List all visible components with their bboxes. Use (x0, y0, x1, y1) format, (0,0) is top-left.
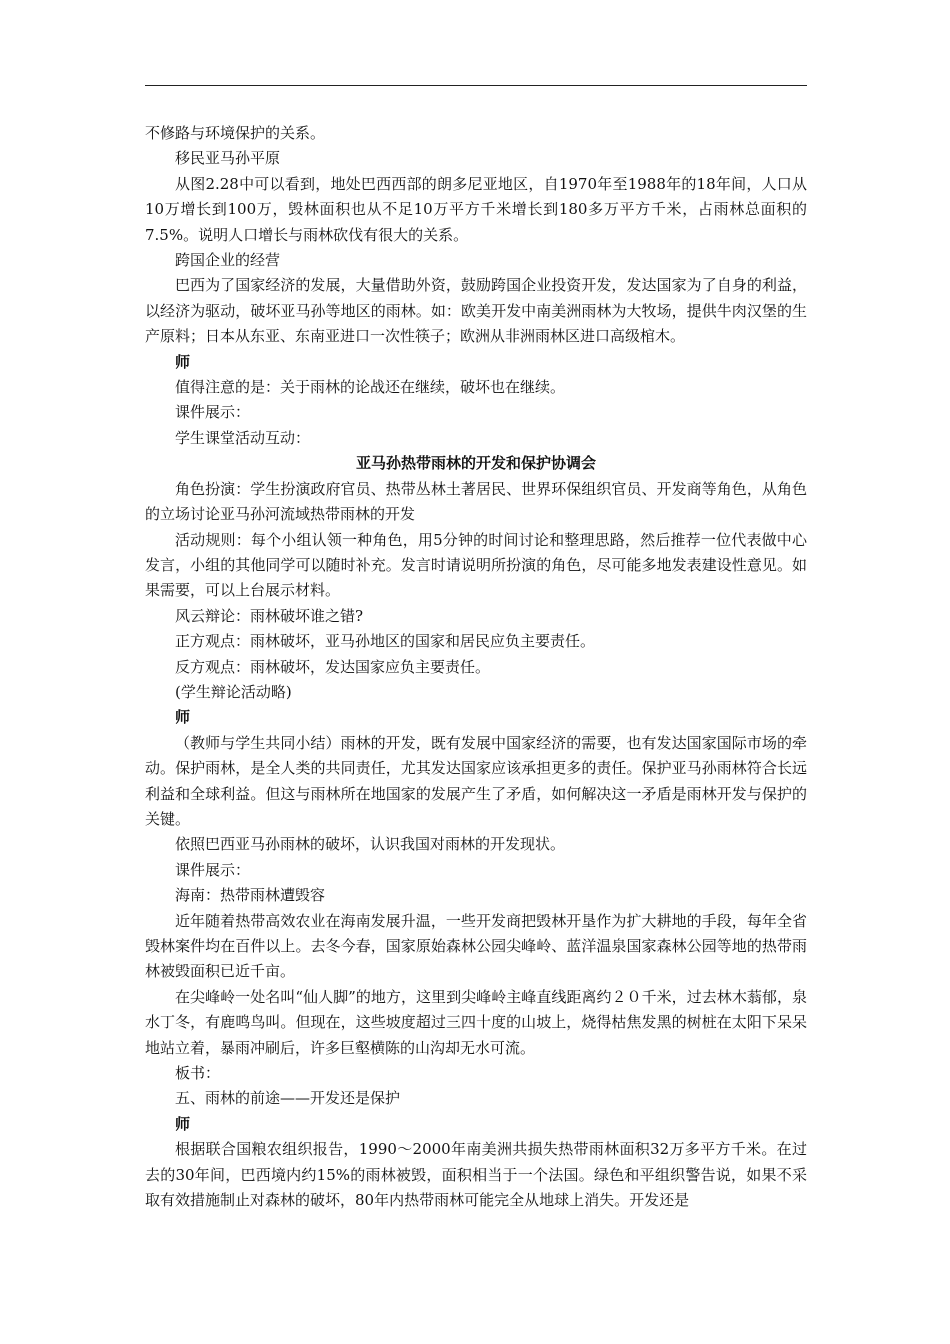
section-heading-five: 五、雨林的前途——开发还是保护 (175, 1089, 401, 1108)
paragraph-summary: （教师与学生共同小结）雨林的开发，既有发展中国家经济的需要，也有发达国家国际市场的牵动。保护雨林，是全人类的共同责任，尤其发达国家应该承担更多的责任。保护亚马孙雨林符合长远利益和全球利益。但这与雨林所在地国家的发展产生了矛盾，如何解决这一矛盾是雨林开发与保护的关键。 (145, 733, 807, 828)
paragraph-continuation: 不修路与环境保护的关系。 (145, 124, 326, 142)
subheading-multinational: 跨国企业的经营 (175, 251, 281, 270)
paragraph-multinational: 巴西为了国家经济的发展，大量借助外资，鼓励跨国企业投资开发，发达国家为了自身的利益，以经济为驱动，破坏亚马孙等地区的雨林。如：欧美开发中南美洲雨林为大牧场，提供牛肉汉堡的生产原料；日本从东亚、东南亚进口一次性筷子；欧洲从非洲雨林区进口高级棺木。 (145, 276, 807, 346)
label-courseware: 课件展示： (175, 403, 251, 422)
paragraph-debate-omitted: (学生辩论活动略) (175, 682, 292, 701)
paragraph-population-growth: 从图2.28中可以看到，地处巴西西部的朗多尼亚地区，自1970年至1988年的18年间，人口从10万增长到100万，毁林面积也从不足10万平方千米增长到180多万平方千米，占雨林总面积的7.5%。说明人口增长与雨林砍伐有很大的关系。 (145, 174, 807, 244)
label-student-activity: 学生课堂活动互动： (175, 428, 311, 447)
subheading-hainan: 海南：热带雨林遭毁容 (175, 886, 326, 905)
paragraph-hainan: 近年随着热带高效农业在海南发展升温，一些开发商把毁林开垦作为扩大耕地的手段，每年全省毁林案件均在百件以上。去冬今春，国家原始森林公园尖峰岭、蓝洋温泉国家森林公园等地的热带雨林被毁面积已近千亩。 (145, 911, 807, 981)
paragraph-debate-topic: 风云辩论：雨林破坏谁之错? (175, 606, 364, 625)
paragraph-activity-rules: 活动规则：每个小组认领一种角色，用5分钟的时间讨论和整理思路，然后推荐一位代表做中心发言，小组的其他同学可以随时补充。发言时请说明所扮演的角色，尽可能多地发表建设性意见。如果需要，可以上台展示材料。 (145, 530, 807, 600)
speaker-teacher: 师 (175, 352, 191, 371)
label-courseware: 课件展示： (175, 860, 251, 879)
label-blackboard: 板书： (175, 1064, 221, 1083)
paragraph-affirmative: 正方观点：雨林破坏，亚马孙地区的国家和居民应负主要责任。 (175, 632, 596, 651)
speaker-teacher: 师 (175, 1114, 191, 1133)
header-rule (145, 85, 807, 86)
speaker-teacher: 师 (175, 708, 191, 727)
subheading-migration: 移民亚马孙平原 (175, 149, 281, 168)
paragraph-fao-report: 根据联合国粮农组织报告，1990～2000年南美洲共损失热带雨林面积32万多平方千米。在过去的30年间，巴西境内约15%的雨林被毁，面积相当于一个法国。绿色和平组织警告说，如果不采取有效措施制止对森林的破坏，80年内热带雨林可能完全从地球上消失。开发还是 (145, 1140, 807, 1210)
document-body (145, 121, 807, 1213)
paragraph-debate-continues: 值得注意的是：关于雨林的论战还在继续，破坏也在继续。 (175, 378, 566, 397)
paragraph-negative: 反方观点：雨林破坏，发达国家应负主要责任。 (175, 657, 491, 676)
paragraph-china-status: 依照巴西亚马孙雨林的破坏，认识我国对雨林的开发现状。 (175, 835, 566, 854)
activity-title: 亚马孙热带雨林的开发和保护协调会 (355, 454, 596, 473)
paragraph-role-play: 角色扮演：学生扮演政府官员、热带丛林土著居民、世界环保组织官员、开发商等角色，从角色的立场讨论亚马孙河流域热带雨林的开发 (145, 479, 807, 524)
paragraph-jianfengling: 在尖峰岭一处名叫“仙人脚”的地方，这里到尖峰岭主峰直线距离约２０千米，过去林木蓊郁，泉水丁冬，有鹿鸣鸟叫。但现在，这些坡度超过三四十度的山坡上，烧得枯焦发黑的树桩在太阳下呆呆地站立着，暴雨冲刷后，许多巨壑横陈的山沟却无水可流。 (145, 987, 807, 1057)
